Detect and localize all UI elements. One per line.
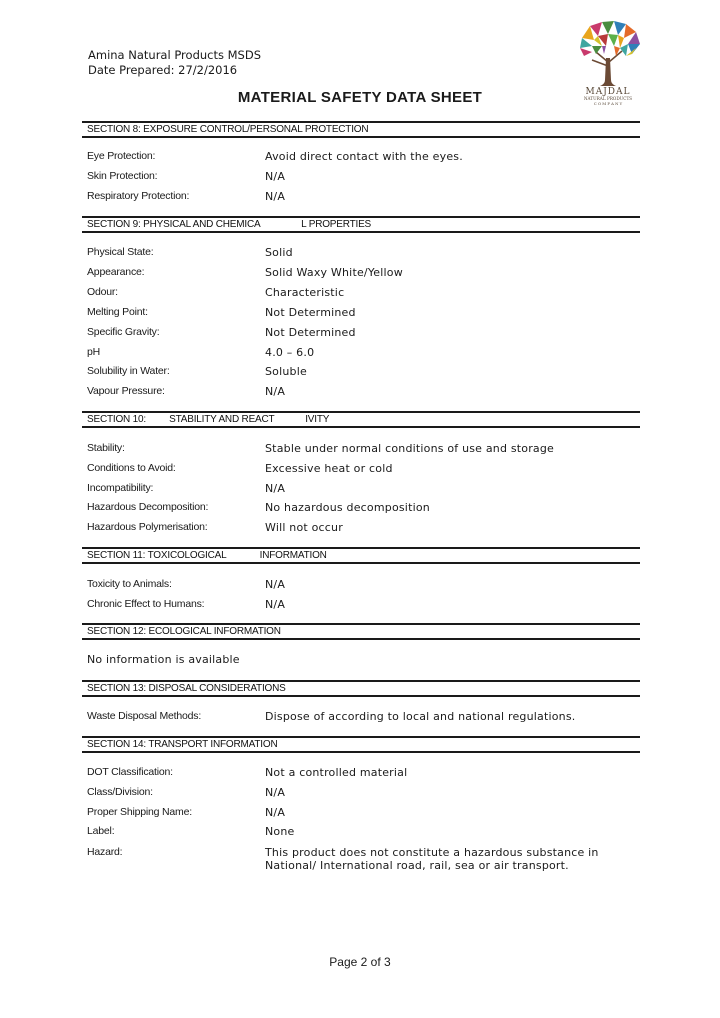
field-value: Solid Waxy White/Yellow	[265, 266, 403, 279]
field-value: Not Determined	[265, 326, 356, 339]
field-label: Toxicity to Animals:	[87, 578, 172, 590]
field-label: Label:	[87, 825, 115, 837]
section-12	[82, 623, 640, 666]
field-label: pH	[87, 346, 101, 358]
field-label: Respiratory Protection:	[87, 190, 190, 202]
field-value: N/A	[265, 598, 286, 611]
section-11	[82, 547, 640, 611]
field-label: DOT Classification:	[87, 766, 173, 778]
field-label: Stability:	[87, 442, 125, 454]
field-label: Class/Division:	[87, 786, 153, 798]
section-heading: SECTION 13: DISPOSAL CONSIDERATIONS	[82, 680, 640, 697]
field-value: N/A	[265, 190, 286, 203]
section-heading: SECTION 8: EXPOSURE CONTROL/PERSONAL PROTECTION	[82, 121, 640, 138]
field-label: Hazardous Polymerisation:	[87, 521, 208, 533]
field-label: Melting Point:	[87, 306, 148, 318]
field-value: Solid	[265, 246, 293, 259]
section-10	[82, 411, 640, 534]
section-heading: SECTION 11: TOXICOLOGICAL INFORMATION	[82, 547, 640, 564]
field-label: Conditions to Avoid:	[87, 462, 176, 474]
field-value: N/A	[265, 578, 286, 591]
section-heading: SECTION 9: PHYSICAL AND CHEMICA L PROPERTIES	[82, 216, 640, 233]
logo-wordmark: MAJDAL	[585, 87, 631, 97]
field-label: Proper Shipping Name:	[87, 806, 192, 818]
section-8	[82, 121, 640, 203]
field-label: Hazard:	[87, 846, 123, 858]
field-value: Dispose of according to local and national regulations.	[265, 710, 576, 723]
field-value: N/A	[265, 385, 286, 398]
header-date-line: Date Prepared: 27/2/2016	[88, 63, 238, 77]
section-13	[82, 680, 640, 723]
logo-company: C O M P A N Y	[593, 101, 623, 106]
field-value: Excessive heat or cold	[265, 462, 393, 475]
field-value: Avoid direct contact with the eyes.	[265, 150, 463, 163]
field-label: Chronic Effect to Humans:	[87, 598, 205, 610]
section-14	[82, 736, 640, 872]
field-label: Vapour Pressure:	[87, 385, 165, 397]
field-value: Not a controlled material	[265, 766, 408, 779]
field-label: Appearance:	[87, 266, 145, 278]
field-label: Solubility in Water:	[87, 365, 170, 377]
logo-tagline: NATURAL PRODUCTS	[583, 96, 633, 101]
field-value: No hazardous decomposition	[265, 501, 430, 514]
field-label: Hazardous Decomposition:	[87, 501, 209, 513]
field-label: Skin Protection:	[87, 170, 158, 182]
field-value: N/A	[265, 806, 286, 819]
field-value: Will not occur	[265, 521, 343, 534]
field-value: N/A	[265, 482, 286, 495]
document-header	[88, 48, 261, 78]
section-text: No information is available	[87, 653, 240, 666]
section-heading: SECTION 10: STABILITY AND REACT IVITY	[82, 411, 640, 428]
field-value: Characteristic	[265, 286, 345, 299]
field-label: Odour:	[87, 286, 118, 298]
field-label: Specific Gravity:	[87, 326, 160, 338]
field-value: This product does not constitute a hazardous substance in National/ International road, rail, sea or air transport.	[265, 846, 599, 872]
section-heading: SECTION 14: TRANSPORT INFORMATION	[82, 736, 640, 753]
field-value: Soluble	[265, 365, 307, 378]
field-value: N/A	[265, 786, 286, 799]
field-value: Not Determined	[265, 306, 356, 319]
section-9	[82, 216, 640, 398]
field-value: None	[265, 825, 295, 838]
field-value: N/A	[265, 170, 286, 183]
page-number: Page 2 of 3	[329, 955, 391, 969]
section-heading: SECTION 12: ECOLOGICAL INFORMATION	[82, 623, 640, 640]
header-product-line: Amina Natural Products MSDS	[88, 48, 262, 62]
field-value: Stable under normal conditions of use and storage	[265, 442, 555, 455]
field-label: Incompatibility:	[87, 482, 154, 494]
field-label: Eye Protection:	[87, 150, 156, 162]
field-value: 4.0 – 6.0	[265, 346, 315, 359]
document-title: MATERIAL SAFETY DATA SHEET	[237, 89, 483, 106]
field-label: Physical State:	[87, 246, 154, 258]
field-label: Waste Disposal Methods:	[87, 710, 202, 722]
